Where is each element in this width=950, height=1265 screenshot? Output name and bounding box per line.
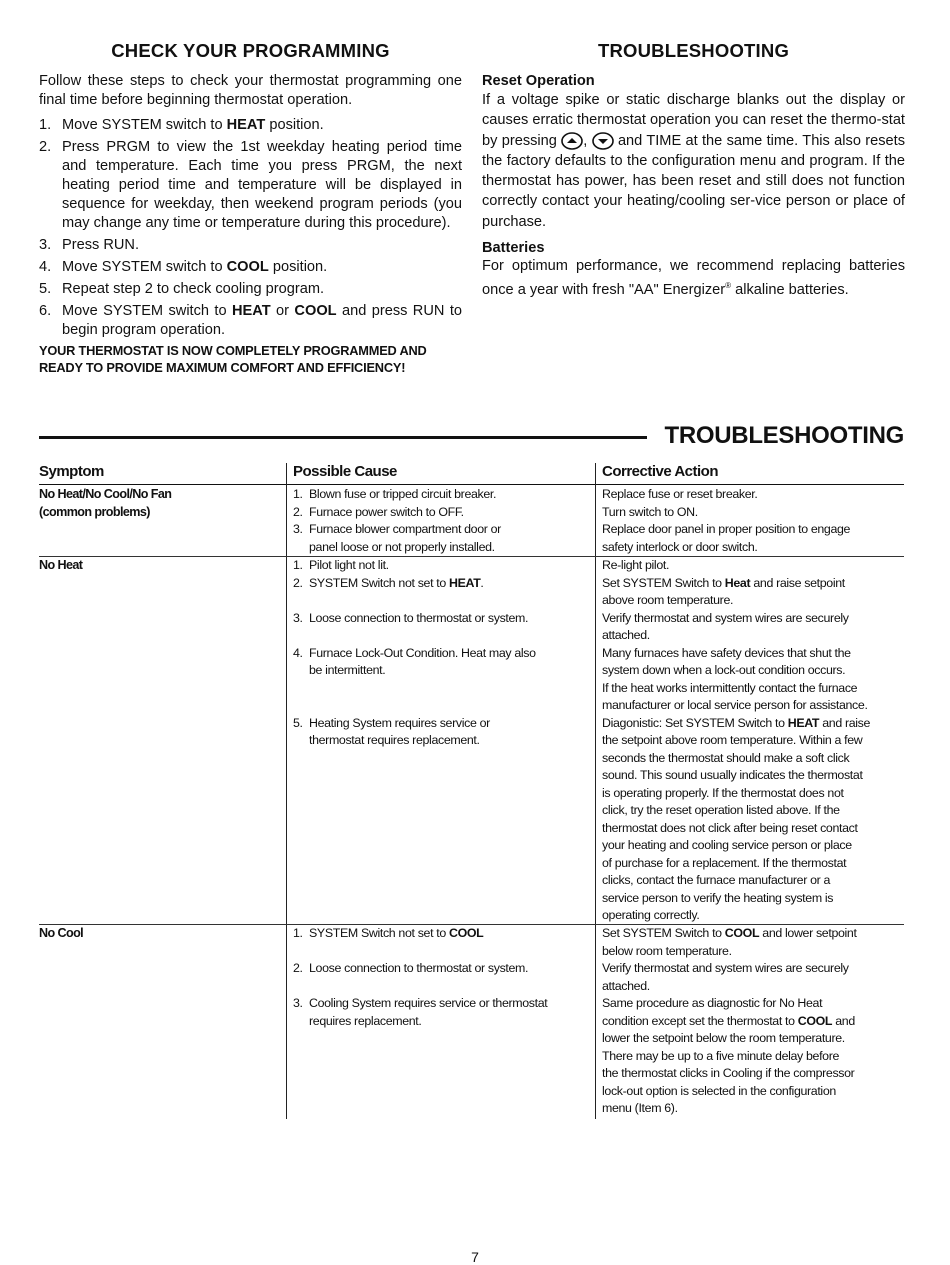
action-line: thermostat does not click after being reset contact xyxy=(602,820,858,835)
cause-item xyxy=(293,610,599,628)
action-keyword: Heat xyxy=(724,575,751,590)
step-number: 5. xyxy=(39,281,52,297)
step-text: Repeat step 2 to check cooling program. xyxy=(62,281,325,297)
step-text: Move SYSTEM switch to xyxy=(62,259,227,275)
action-text: and lower setpoint xyxy=(759,926,857,940)
check-step xyxy=(39,280,462,299)
symptom-line: (common problems) xyxy=(39,504,150,519)
action-text: Set SYSTEM Switch to xyxy=(602,575,725,590)
step-text: Move SYSTEM switch to xyxy=(62,117,227,133)
cause-text: be intermittent. xyxy=(309,663,386,677)
cause-item xyxy=(293,504,599,522)
step-text: Move SYSTEM switch to xyxy=(62,303,232,319)
action-line: service person to verify the heating system is xyxy=(602,890,834,905)
action-item xyxy=(602,925,902,960)
action-line: attached. xyxy=(602,628,650,642)
action-line: menu (Item 6). xyxy=(602,1101,678,1115)
action-keyword: COOL xyxy=(724,926,760,940)
cause-keyword: COOL xyxy=(449,926,484,940)
action-item xyxy=(602,715,902,925)
check-programming-section xyxy=(39,40,462,376)
cause-number: 4. xyxy=(293,645,303,660)
action-line: manufacturer or local service person for assistance. xyxy=(602,698,868,712)
action-line: operating correctly. xyxy=(602,908,700,922)
action-line: the setpoint above room temperature. Within a few xyxy=(602,733,863,747)
symptom-line: No Heat/No Cool/No Fan xyxy=(39,487,172,501)
registered-mark: ® xyxy=(725,281,732,291)
cause-item xyxy=(293,521,599,556)
cause-text: panel loose or not properly installed. xyxy=(309,539,495,554)
batteries-text-part: For optimum performance, we recommend replacing batteries once a year with fresh "AA" Energizer xyxy=(482,258,905,298)
cause-text: . xyxy=(480,575,484,590)
action-line: below room temperature. xyxy=(602,943,732,958)
cause-item xyxy=(293,486,599,504)
cause-number: 5. xyxy=(293,715,303,730)
check-step xyxy=(39,302,462,340)
step-number: 1. xyxy=(39,117,52,133)
action-text: condition except set the thermostat to xyxy=(602,1013,798,1028)
check-step xyxy=(39,258,462,277)
reset-operation-text xyxy=(482,90,905,232)
action-line: If the heat works intermittently contact the furnace xyxy=(602,680,858,695)
batteries-text-part: alkaline batteries. xyxy=(731,281,849,298)
reset-text-part: and TIME at the same time. This also resets the factory defaults to the configuration menu and program. If the thermostat has power, has been reset and still does not function correctly contact your heating/cooling ser-vice person or place of purchase. xyxy=(482,132,905,230)
action-text: Diagonistic: Set SYSTEM Switch to xyxy=(602,715,788,730)
action-text: Set SYSTEM Switch to xyxy=(602,926,725,940)
action-line: seconds the thermostat should make a soft click xyxy=(602,750,850,765)
cause-number: 1. xyxy=(293,558,303,572)
cause-number: 1. xyxy=(293,926,303,940)
action-line: is operating properly. If the thermostat does not xyxy=(602,785,844,800)
cause-item xyxy=(293,645,599,680)
reset-text-part: If a voltage spike or static discharge blanks out the display or causes erratic thermostat operation you can reset the thermo-stat by pressing xyxy=(482,92,905,149)
step-keyword: HEAT xyxy=(226,117,266,133)
action-line: sound. This sound usually indicates the thermostat xyxy=(602,768,863,782)
cause-text: Furnace blower compartment door or xyxy=(309,522,501,536)
action-line: Same procedure as diagnostic for No Heat xyxy=(602,996,823,1010)
troubleshooting-table xyxy=(39,461,904,1115)
up-arrow-button-icon xyxy=(561,132,583,150)
check-intro: Follow these steps to check your thermostat programming one final time before beginning thermostat operation. xyxy=(39,73,462,108)
cause-text: Cooling System requires service or thermostat xyxy=(309,996,548,1010)
action-keyword: HEAT xyxy=(787,715,820,730)
cause-item xyxy=(293,960,599,978)
action-line: clicks, contact the furnace manufacturer or a xyxy=(602,873,831,887)
action-line: of purchase for a replacement. If the thermostat xyxy=(602,855,847,870)
action-line: your heating and cooling service person or place xyxy=(602,838,852,852)
symptom-common xyxy=(39,486,171,521)
step-number: 4. xyxy=(39,259,52,275)
step-number: 3. xyxy=(39,237,52,253)
cause-text: Heating System requires service or xyxy=(309,715,490,730)
step-number: 6. xyxy=(39,303,52,319)
action-line: Replace door panel in proper position to engage xyxy=(602,522,851,536)
cause-number: 2. xyxy=(293,504,303,519)
action-item: Re-light pilot. xyxy=(602,558,670,572)
cause-text: Furnace power switch to OFF. xyxy=(309,504,464,519)
header-corrective-action: Corrective Action xyxy=(602,463,718,480)
action-item xyxy=(602,645,902,715)
action-line: the thermostat clicks in Cooling if the compressor xyxy=(602,1066,855,1080)
check-step xyxy=(39,116,462,135)
step-keyword: COOL xyxy=(294,303,337,319)
column-divider xyxy=(286,463,287,1119)
reset-separator: , xyxy=(583,132,588,149)
cause-text: requires replacement. xyxy=(309,1013,422,1028)
cause-item xyxy=(293,557,599,575)
check-step xyxy=(39,138,462,233)
step-text: position. xyxy=(268,259,328,275)
page-number: 7 xyxy=(471,1249,479,1265)
action-text: and raise xyxy=(819,715,871,730)
batteries-heading: Batteries xyxy=(482,240,545,257)
action-line: Replace fuse or reset breaker. xyxy=(602,487,758,501)
action-text: and xyxy=(832,1013,855,1028)
action-line: above room temperature. xyxy=(602,593,734,607)
cause-number: 2. xyxy=(293,575,303,590)
symptom-no-heat: No Heat xyxy=(39,558,83,572)
symptom-no-cool: No Cool xyxy=(39,926,84,940)
reset-operation-heading: Reset Operation xyxy=(482,73,595,89)
cause-number: 3. xyxy=(293,610,303,625)
table-header xyxy=(39,461,904,485)
cause-text: SYSTEM Switch not set to xyxy=(309,575,449,590)
cause-item xyxy=(293,925,599,943)
action-text: and raise setpoint xyxy=(750,575,845,590)
step-text: Press PRGM to view the 1st weekday heating period time and temperature. Each time you press PRGM, the next heating period time and temperature will be displayed in sequence for weekday, then weekend program periods (you may change any time or temperature during this procedure). xyxy=(62,139,462,231)
cause-item xyxy=(293,575,599,593)
section-rule xyxy=(39,436,647,439)
cause-number: 3. xyxy=(293,996,303,1010)
cause-text: Blown fuse or tripped circuit breaker. xyxy=(309,487,497,501)
cause-text: Furnace Lock-Out Condition. Heat may also xyxy=(309,645,536,660)
action-line: Verify thermostat and system wires are securely xyxy=(602,610,849,625)
cause-text: SYSTEM Switch not set to xyxy=(309,926,449,940)
cause-number: 3. xyxy=(293,522,303,536)
action-line: Many furnaces have safety devices that shut the xyxy=(602,645,851,660)
action-keyword: COOL xyxy=(797,1013,833,1028)
step-text: Press RUN. xyxy=(62,237,140,253)
action-item xyxy=(602,995,902,1118)
cause-number: 1. xyxy=(293,487,303,501)
step-number: 2. xyxy=(39,139,52,155)
cause-text: Loose connection to thermostat or system. xyxy=(309,610,529,625)
action-line: lock-out option is selected in the configuration xyxy=(602,1083,836,1098)
action-item xyxy=(602,610,902,645)
header-possible-cause: Possible Cause xyxy=(293,463,397,480)
cause-keyword: HEAT xyxy=(449,575,481,590)
cause-item xyxy=(293,995,599,1030)
action-item xyxy=(602,960,902,995)
down-arrow-button-icon xyxy=(592,132,614,150)
action-line: There may be up to a five minute delay before xyxy=(602,1048,840,1063)
check-programming-title: CHECK YOUR PROGRAMMING xyxy=(111,40,390,61)
step-text: and press RUN to begin program operation. xyxy=(62,303,462,338)
cause-number: 2. xyxy=(293,961,303,975)
cause-text: Loose connection to thermostat or system. xyxy=(309,961,529,975)
step-text: or xyxy=(270,303,295,319)
step-keyword: COOL xyxy=(226,259,269,275)
check-steps-list xyxy=(39,116,462,340)
cause-text: Pilot light not lit. xyxy=(309,558,389,572)
action-line: click, try the reset operation listed above. If the xyxy=(602,803,840,817)
action-line: Verify thermostat and system wires are securely xyxy=(602,961,849,975)
batteries-text xyxy=(482,257,905,300)
action-line: lower the setpoint below the room temperature. xyxy=(602,1031,845,1045)
action-line: system down when a lock-out condition occurs. xyxy=(602,663,846,677)
action-item xyxy=(602,486,902,556)
action-item xyxy=(602,575,902,610)
troubleshooting-table-title: TROUBLESHOOTING xyxy=(664,422,904,449)
troubleshooting-intro-section xyxy=(482,40,905,300)
action-line: Turn switch to ON. xyxy=(602,504,698,519)
header-symptom: Symptom xyxy=(39,463,104,480)
step-text: position. xyxy=(265,117,324,133)
action-line: attached. xyxy=(602,978,650,993)
cause-item xyxy=(293,715,599,750)
troubleshooting-title: TROUBLESHOOTING xyxy=(597,40,790,61)
cause-text: thermostat requires replacement. xyxy=(309,733,480,747)
step-keyword: HEAT xyxy=(232,303,271,319)
check-step xyxy=(39,236,462,255)
action-line: safety interlock or door switch. xyxy=(602,539,758,554)
programming-complete-note: YOUR THERMOSTAT IS NOW COMPLETELY PROGRAMMED AND READY TO PROVIDE MAXIMUM COMFORT AND EFFICIENCY! xyxy=(39,343,427,375)
